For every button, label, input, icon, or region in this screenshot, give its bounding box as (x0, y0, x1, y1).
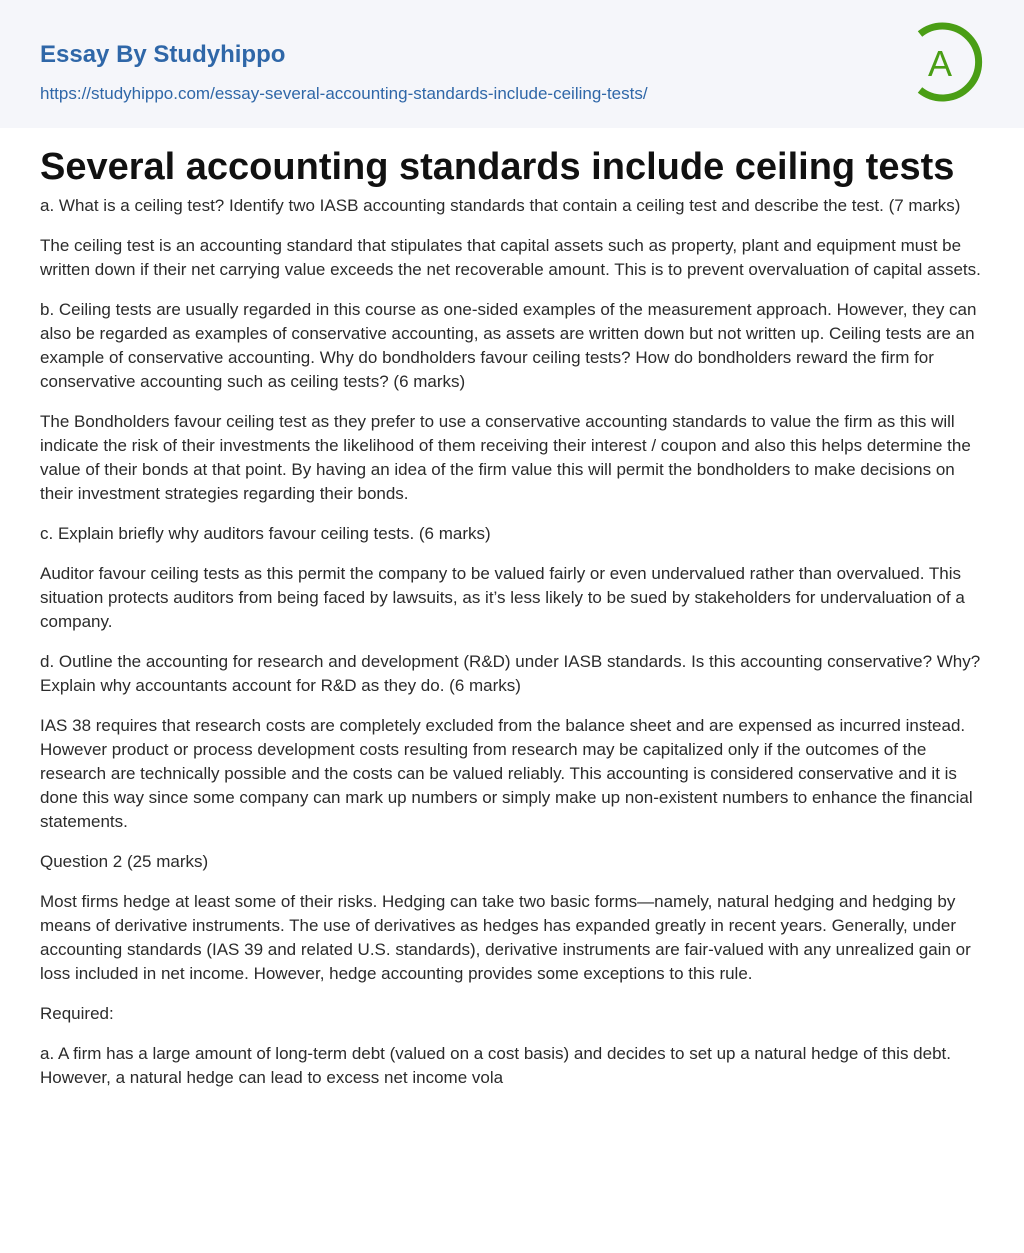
logo-letter: A (927, 43, 953, 84)
page-title: Several accounting standards include ceiling tests (40, 146, 955, 188)
paragraph: d. Outline the accounting for research and development (R&D) under IASB standards. Is this accounting conservative? Why? Explain why accountants account for R&D as they do. (6 marks) (40, 652, 981, 695)
paragraph: IAS 38 requires that research costs are completely excluded from the balance sheet and are expensed as incurred instead. However product or process development costs resulting from research may be capitalized only if the outcomes of the research are technically possible and the costs can be valued reliably. This accounting is considered conservative and it is done this way since some company can mark up numbers or simply make up non-existent numbers to enhance the financial statements. (40, 716, 973, 831)
paragraph: c. Explain briefly why auditors favour ceiling tests. (6 marks) (40, 524, 491, 543)
paragraph: Question 2 (25 marks) (40, 852, 209, 871)
brand-title: Essay By Studyhippo (40, 41, 286, 68)
paragraph: The ceiling test is an accounting standard that stipulates that capital assets such as property, plant and equipment must be written down if their net carrying value exceeds the net recoverable amount. This is to prevent overvaluation of capital assets. (40, 236, 981, 279)
paragraph: Most firms hedge at least some of their risks. Hedging can take two basic forms—namely, natural hedging and hedging by means of derivative instruments. The use of derivatives as hedges has expanded greatly in recent years. Generally, under accounting standards (IAS 39 and related U.S. standards), derivative instruments are fair-valued with any unrealized gain or loss included in net income. However, hedge accounting provides some exceptions to this rule. (40, 892, 971, 983)
site-header (0, 0, 1024, 128)
paragraph: Auditor favour ceiling tests as this permit the company to be valued fairly or even undervalued rather than overvalued. This situation protects auditors from being faced by lawsuits, as it’s less likely to be sued by stakeholders for undervaluation of a company. (40, 564, 965, 631)
paragraph: a. A firm has a large amount of long-term debt (valued on a cost basis) and decides to set up a natural hedge of this debt. However, a natural hedge can lead to excess net income vola (40, 1044, 951, 1087)
paragraph: a. What is a ceiling test? Identify two IASB accounting standards that contain a ceiling test and describe the test. (7 marks) (40, 196, 961, 215)
paragraph: The Bondholders favour ceiling test as they prefer to use a conservative accounting standards to value the firm as this will indicate the risk of their investments the likelihood of them receiving their interest / coupon and also this helps determine the value of their bonds at that point. By having an idea of the firm value this will permit the bondholders to make decisions on their investment strategies regarding their bonds. (40, 412, 971, 503)
article (0, 128, 1024, 1090)
studyhippo-logo-icon[interactable] (912, 20, 986, 104)
essay-url-link[interactable]: https://studyhippo.com/essay-several-accounting-standards-include-ceiling-tests/ (40, 84, 648, 103)
paragraph: b. Ceiling tests are usually regarded in this course as one-sided examples of the measurement approach. However, they can also be regarded as examples of conservative accounting, as assets are written down but not written up. Ceiling tests are an example of conservative accounting. Why do bondholders favour ceiling tests? How do bondholders reward the firm for conservative accounting such as ceiling tests? (6 marks) (40, 300, 977, 391)
paragraph: Required: (40, 1004, 114, 1023)
